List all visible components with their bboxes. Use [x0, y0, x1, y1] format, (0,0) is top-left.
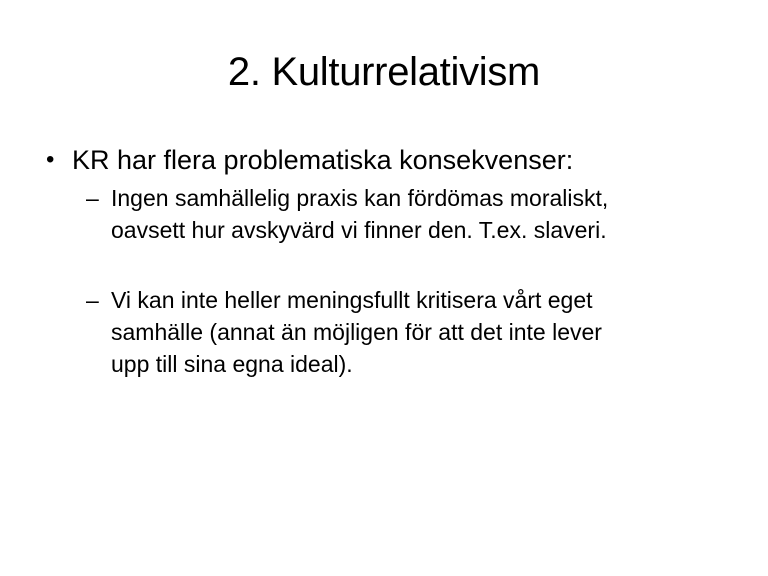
bullet-list [44, 142, 724, 380]
bullet-dot-icon: • [46, 146, 55, 173]
bullet-item [44, 142, 724, 380]
sub-bullet-item [86, 284, 726, 380]
dash-icon: – [86, 185, 99, 211]
sub-bullet-line: Ingen samhällelig praxis kan fördömas moraliskt, [111, 185, 609, 211]
sub-bullet-line: upp till sina egna ideal). [111, 351, 353, 377]
dash-icon: – [86, 287, 99, 313]
slide-title: 2. Kulturrelativism [227, 50, 541, 94]
sub-bullet-list [86, 182, 726, 380]
bullet-text: KR har flera problematiska konsekvenser: [72, 145, 574, 175]
sub-bullet-item [86, 182, 726, 246]
sub-bullet-line: Vi kan inte heller meningsfullt kritisera vårt eget [111, 287, 593, 313]
sub-bullet-line: samhälle (annat än möjligen för att det inte lever [111, 319, 602, 345]
sub-bullet-line: oavsett hur avskyvärd vi finner den. T.ex. slaveri. [111, 217, 607, 243]
